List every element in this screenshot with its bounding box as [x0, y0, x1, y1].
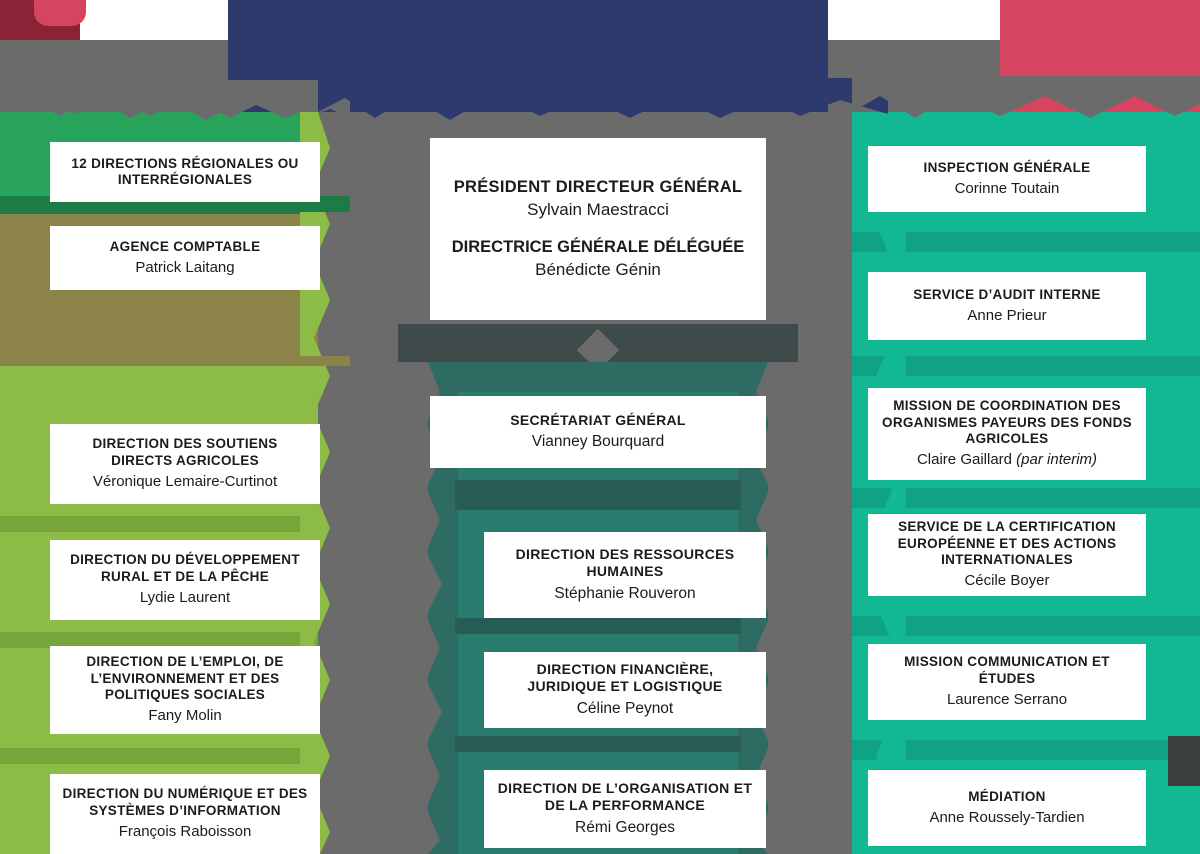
card-person: François Raboisson	[118, 823, 252, 841]
card-person: Corinne Toutain	[954, 179, 1060, 197]
card-mediation[interactable]	[868, 770, 1146, 846]
card-title: PRÉSIDENT DIRECTEUR GÉNÉRAL	[453, 177, 743, 196]
card-directions-regionales[interactable]	[50, 142, 320, 202]
card-agence-comptable[interactable]	[50, 226, 320, 290]
card-mission-communication-etudes[interactable]	[868, 644, 1146, 720]
card-title: 12 DIRECTIONS RÉGIONALES OU INTERRÉGIONALES	[71, 155, 299, 187]
card-title: MISSION DE COORDINATION DES ORGANISMES PAYEURS DES FONDS AGRICOLES	[882, 398, 1132, 446]
card-person: Fany Molin	[148, 707, 222, 725]
card-title: DIRECTION DU NUMÉRIQUE ET DES SYSTÈMES D’INFORMATION	[62, 786, 308, 818]
card-direction-financiere-juridique-logistique[interactable]	[484, 652, 766, 728]
card-person: Anne Roussely-Tardien	[929, 808, 1085, 826]
card-direction-organisation-performance[interactable]	[484, 770, 766, 848]
card-person: Véronique Lemaire-Curtinot	[92, 473, 278, 491]
card-developpement-rural-peche[interactable]	[50, 540, 320, 620]
card-person: Rémi Georges	[575, 818, 675, 836]
card-person: Vianney Bourquard	[531, 432, 665, 450]
card-emploi-environnement-politiques-sociales[interactable]	[50, 646, 320, 734]
card-soutiens-directs-agricoles[interactable]	[50, 424, 320, 504]
card-person: Sylvain Maestracci	[527, 199, 669, 219]
card-numerique-systemes-information[interactable]	[50, 774, 320, 854]
card-title: MÉDIATION	[968, 788, 1046, 804]
card-mission-coordination-organismes-payeurs[interactable]	[868, 388, 1146, 480]
card-president-directeur-general[interactable]	[430, 138, 766, 320]
card-service-certification-europeenne[interactable]	[868, 514, 1146, 596]
card-person: Patrick Laitang	[135, 258, 235, 276]
card-service-audit-interne[interactable]	[868, 272, 1146, 340]
card-title: SERVICE D’AUDIT INTERNE	[913, 286, 1101, 302]
card-title: MISSION COMMUNICATION ET ÉTUDES	[904, 654, 1110, 686]
card-person: Lydie Laurent	[139, 589, 231, 607]
card-title: DIRECTION DU DÉVELOPPEMENT RURAL ET DE LA PÊCHE	[70, 552, 300, 584]
card-direction-ressources-humaines[interactable]	[484, 532, 766, 618]
card-title: AGENCE COMPTABLE	[109, 238, 261, 254]
card-title: DIRECTION DE L’EMPLOI, DE L’ENVIRONNEMENT ET DES POLITIQUES SOCIALES	[86, 654, 284, 702]
card-person: Anne Prieur	[967, 306, 1047, 324]
card-inspection-generale[interactable]	[868, 146, 1146, 212]
card-title: SERVICE DE LA CERTIFICATION EUROPÉENNE ET DES ACTIONS INTERNATIONALES	[897, 519, 1117, 567]
card-secretariat-general[interactable]	[430, 396, 766, 468]
card-person: Cécile Boyer	[964, 572, 1050, 590]
card-title: DIRECTION DES RESSOURCES HUMAINES	[515, 546, 735, 580]
card-title-secondary: DIRECTRICE GÉNÉRALE DÉLÉGUÉE	[451, 238, 745, 256]
card-person-secondary: Bénédicte Génin	[535, 260, 661, 280]
card-title: DIRECTION DES SOUTIENS DIRECTS AGRICOLES	[92, 436, 278, 468]
card-person-note: (par interim)	[1016, 451, 1098, 469]
card-title: SECRÉTARIAT GÉNÉRAL	[510, 411, 686, 428]
card-person-name: Claire Gaillard	[916, 451, 1017, 469]
card-person: Laurence Serrano	[946, 691, 1068, 709]
card-title: DIRECTION DE L’ORGANISATION ET DE LA PERFORMANCE	[497, 780, 753, 814]
card-person: Stéphanie Rouveron	[554, 584, 696, 602]
card-title: DIRECTION FINANCIÈRE, JURIDIQUE ET LOGISTIQUE	[527, 661, 723, 695]
card-title: INSPECTION GÉNÉRALE	[923, 159, 1091, 175]
card-person: Céline Peynot	[576, 699, 674, 717]
card-person	[917, 450, 1097, 470]
